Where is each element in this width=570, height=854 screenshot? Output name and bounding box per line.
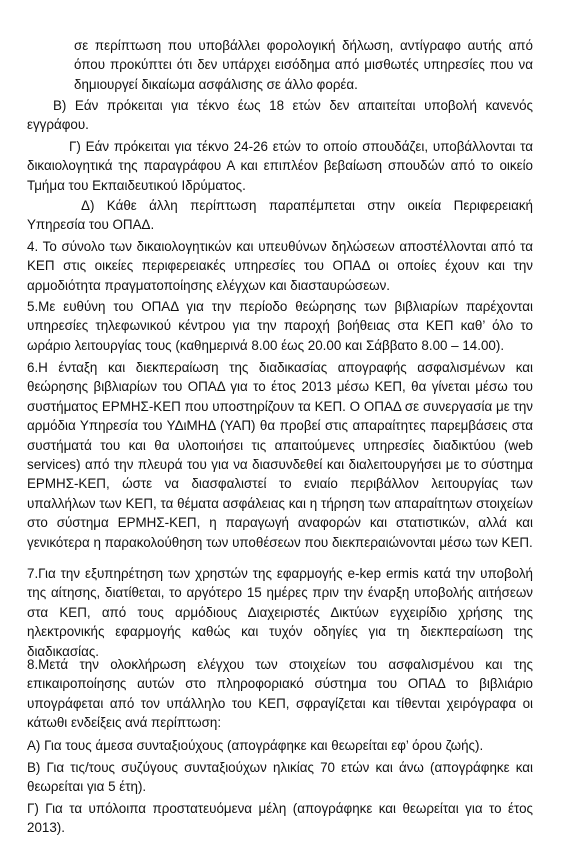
item-6: 6.Η ένταξη και διεκπεραίωση της διαδικασίας απογραφής ασφαλισμένων και θεώρησης βιβλιαρίων του ΟΠΑΔ για το έτος 2013 μέσω ΚΕΠ, θα γίνεται μέσω του συστήματος ΕΡΜΗΣ-ΚΕΠ που υποστηρίζουν τα ΚΕΠ. Ο ΟΠΑΔ σε συνεργασία με την αρμόδια Υπηρεσία του ΥΔιΜΗΔ (ΥΑΠ) θα προβεί στις απαραίτητες παρεμβάσεις στα συστήματά του και θα υλοποιήσει τις απαιτούμενες υπηρεσίες διαδικτύου (web services) από την πλευρά του για να διασυνδεθεί και διαλειτουργήσει με το σύστημα ΕΡΜΗΣ-ΚΕΠ, ώστε να διασφαλιστεί το ενιαίο περιβάλλον λειτουργίας των υπαλλήλων των ΚΕΠ, τα θέματα ασφάλειας και η τήρηση των απαραίτητων στοιχείων στο σύστημα ΕΡΜΗΣ-ΚΕΠ, η παραγωγή αναφορών και στατιστικών, αλλά και γενικότερα η παρακολούθηση των υποθέσεων που διεκπεραιώνονται μέσω των ΚΕΠ. — [27, 360, 533, 550]
item-8: 8.Μετά την ολοκλήρωση ελέγχου των στοιχείων του ασφαλισμένου και της επικαιροποίησης αυτών στο πληροφοριακό σύστημα του ΟΠΑΔ το βιβλιάριο υπογράφεται από τον υπάλληλο του ΚΕΠ, σφραγίζεται και τίθενται χειρόγραφα οι κάτωθι ενδείξεις ανά περίπτωση: — [27, 657, 533, 731]
item-7: 7.Για την εξυπηρέτηση των χρηστών της εφαρμογής e-kep ermis κατά την υποβολή της αίτησης, διατίθεται, το αργότερο 15 ημέρες πριν την έναρξη υποβολής αιτήσεων στα ΚΕΠ, από τους αρμόδιους Διαχειριστές Δικτύων εγχειρίδιο χρήσης της ηλεκτρονικής εφαρμογής καθώς και τυχόν οδηγίες για τη διεκπεραίωση της διαδικασίας. — [27, 566, 533, 659]
item-8-a: Α) Για τους άμεσα συνταξιούχους (απογράφηκε και θεωρείται εφ’ όρου ζωής). — [27, 738, 484, 753]
paragraph-c: Γ) Εάν πρόκειται για τέκνο 24-26 ετών το οποίο σπουδάζει, υποβάλλονται τα δικαιολογητικά της παραγράφου Α και επιπλέον βεβαίωση σπουδών από το οικείο Τμήμα του Εκπαιδευτικού Ιδρύματος. — [27, 139, 533, 193]
item-8-c: Γ) Για τα υπόλοιπα προστατευόμενα μέλη (απογράφηκε και θεωρείται για το έτος 2013). — [27, 801, 533, 836]
item-5: 5.Με ευθύνη του ΟΠΑΔ για την περίοδο θεώρησης των βιβλιαρίων παρέχονται υπηρεσίες τηλεφωνικού κέντρου για την παροχή βοήθειας στα ΚΕΠ καθ’ όλο το ωράριο λειτουργίας τους (καθημερινά 8.00 έως 20.00 και Σάββατο 8.00 – 14.00). — [27, 299, 533, 353]
item-4: 4. Το σύνολο των δικαιολογητικών και υπευθύνων δηλώσεων αποστέλλονται από τα ΚΕΠ στις οικείες περιφερειακές υπηρεσίες του ΟΠΑΔ οι οποίες έχουν και την αρμοδιότητα πραγματοποίησης ελέγχων και διασταυρώσεων. — [27, 239, 533, 293]
paragraph-a-continuation: σε περίπτωση που υποβάλλει φορολογική δήλωση, αντίγραφο αυτής από όπου προκύπτει ότι δεν υπάρχει εισόδημα από μισθωτές υπηρεσίες που να δημιουργεί δικαίωμα ασφάλισης σε άλλο φορέα. — [74, 38, 533, 92]
paragraph-d: Δ) Κάθε άλλη περίπτωση παραπέμπεται στην οικεία Περιφερειακή Υπηρεσία του ΟΠΑΔ. — [27, 198, 533, 233]
item-8-b: Β) Για τις/τους συζύγους συνταξιούχων ηλικίας 70 ετών και άνω (απογράφηκε και θεωρείται για 5 έτη). — [27, 760, 533, 795]
paragraph-b: Β) Εάν πρόκειται για τέκνο έως 18 ετών δεν απαιτείται υποβολή κανενός εγγράφου. — [27, 98, 533, 133]
